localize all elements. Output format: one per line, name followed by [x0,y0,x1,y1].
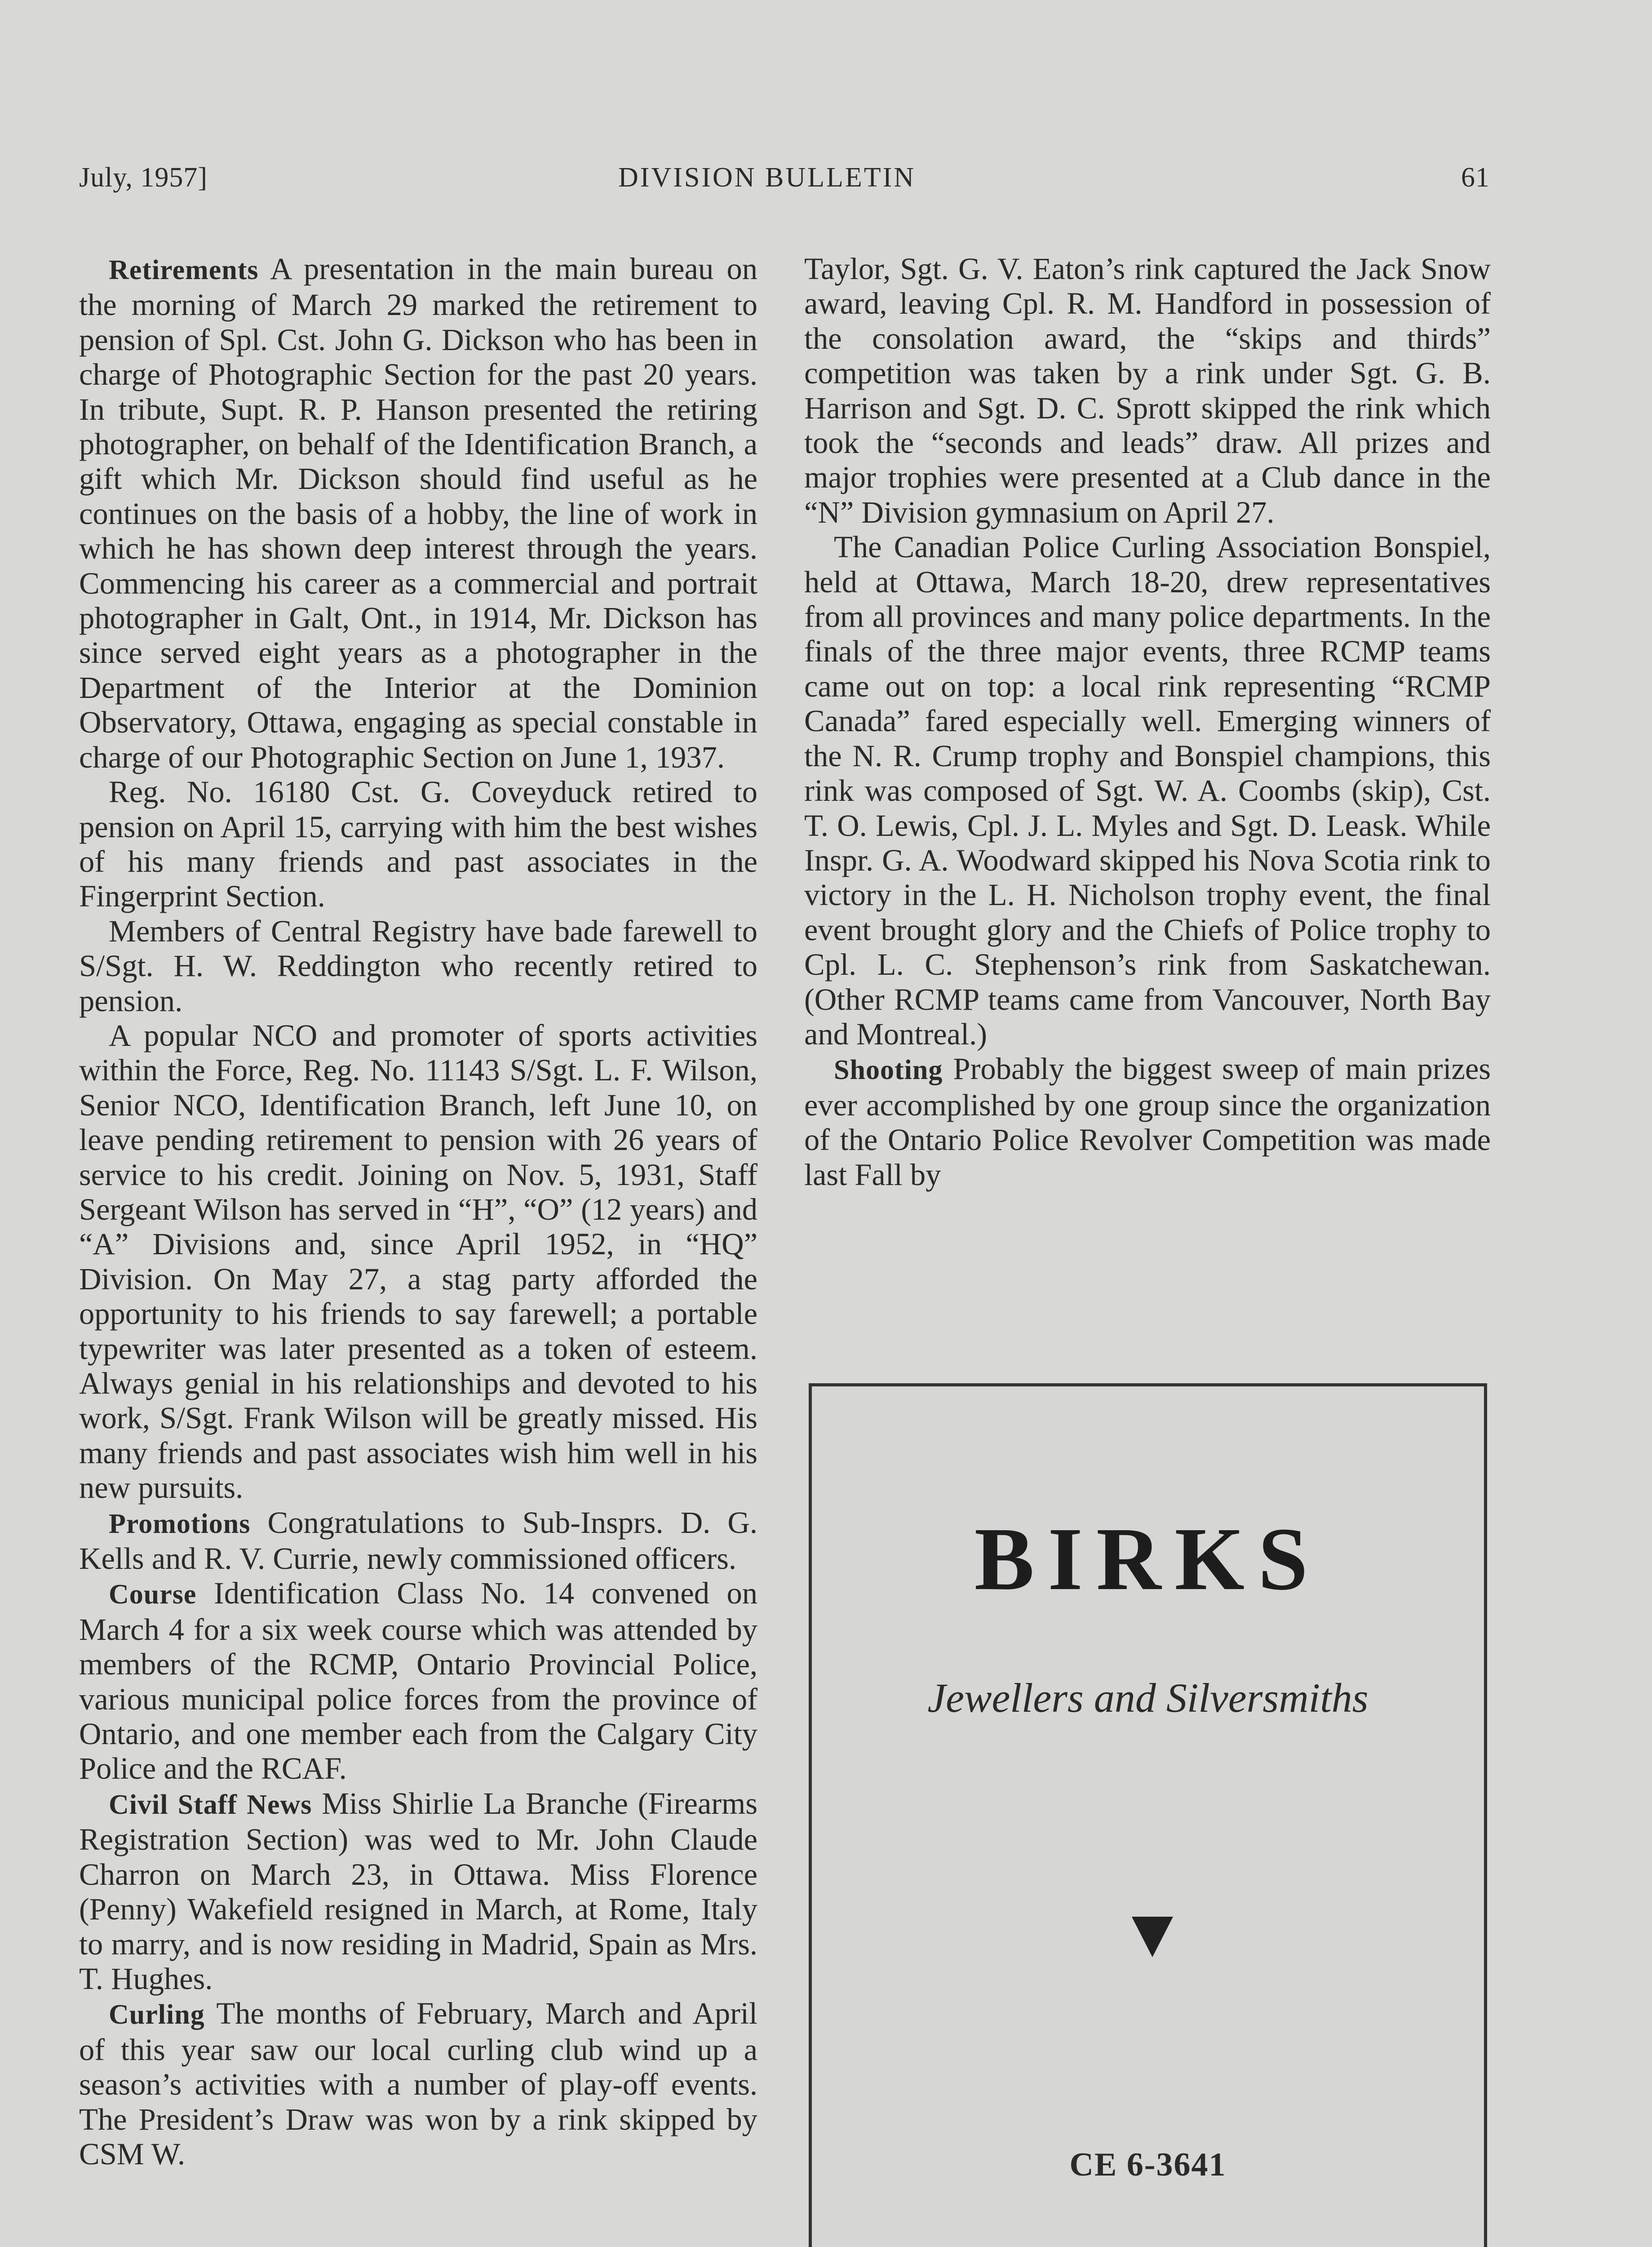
article-paragraph [79,914,757,1018]
article-paragraph [804,1052,1491,1192]
article-paragraph [79,1576,757,1786]
page-number: 61 [1461,162,1490,193]
section-heading: Civil Staff News [109,1789,312,1820]
paragraph-text: A presentation in the main bureau on the morning of March 29 marked the retirement to pension of Spl. Cst. John G. Dickson who has been in charge of Photographic Section for the past 20 years. In tribute, Supt. R. P. Hanson presented the retiring photographer, on behalf of the Identification Branch, a gift which Mr. Dickson should find useful as he continues on the basis of a hobby, the line of work in which he has shown deep interest through the years. Commencing his career as a commercial and portrait photographer in Galt, Ont., in 1914, Mr. Dickson has since served eight years as a photographer in the Department of the Interior at the Dominion Observatory, Ottawa, engaging as special constable in charge of our Photographic Section on June 1, 1937. [79,252,757,774]
left-column [79,252,757,2172]
paragraph-text: Congratulations to Sub-Insprs. D. G. Kells and R. V. Currie, newly commissioned officers. [79,1505,758,1576]
article-paragraph [79,1996,757,2172]
ad-phone: CE 6-3641 [1069,2146,1227,2183]
paragraph-text: Taylor, Sgt. G. V. Eaton’s rink captured the Jack Snow award, leaving Cpl. R. M. Handford in possession of the consolation award, the “skips and thirds” competition was taken by a rink under Sgt. G. B. Harrison and Sgt. D. C. Sprott skipped the rink which took the “seconds and leads” draw. All prizes and major trophies were presented at a Club dance in the “N” Division gymnasium on April 27. [804,252,1491,529]
paragraph-text: Reg. No. 16180 Cst. G. Coveyduck retired to pension on April 15, carrying with him the best wishes of his many friends and past associates in the Fingerprint Section. [79,775,757,914]
ad-brand: BIRKS [974,1510,1322,1609]
right-column [804,252,1491,1192]
ad-tagline: Jewellers and Silversmiths [927,1675,1369,1721]
paragraph-text: The months of February, March and April of this year saw our local curling club wind up a season’s activities with a number of play-off events. The President’s Draw was won by a rink skipped by CSM W. [79,1996,757,2171]
paragraph-text: Members of Central Registry have bade farewell to S/Sgt. H. W. Reddington who recently retired to pension. [79,914,757,1018]
paragraph-text: The Canadian Police Curling Association Bonspiel, held at Ottawa, March 18-20, drew representatives from all provinces and many police departments. In the finals of the three major events, three RCMP teams came out on top: a local rink representing “RCMP Canada” fared especially well. Emerging winners of the N. R. Crump trophy and Bonspiel champions, this rink was composed of Sgt. W. A. Coombs (skip), Cst. T. O. Lewis, Cpl. J. L. Myles and Sgt. D. Leask. While Inspr. G. A. Woodward skipped his Nova Scotia rink to victory in the L. H. Nicholson trophy event, the final event brought glory and the Chiefs of Police trophy to Cpl. L. C. Stephenson’s rink from Saskatchewan. (Other RCMP teams came from Vancouver, North Bay and Montreal.) [804,530,1491,1051]
article-paragraph [79,252,757,775]
paragraph-text: Identification Class No. 14 convened on March 4 for a six week course which was attended by members of the RCMP, Ontario Provincial Police, various municipal police forces from the province of Ontario, and one member each from the Calgary City Police and the RCAF. [79,1576,758,1786]
article-paragraph [804,530,1491,1052]
issue-date: July, 1957] [79,162,208,193]
article-paragraph [79,1505,757,1576]
paragraph-text: A popular NCO and promoter of sports activities within the Force, Reg. No. 11143 S/Sgt. L. F. Wilson, Senior NCO, Identification Branch, left June 10, on leave pending retirement to pension with 26 years of service to his credit. Joining on Nov. 5, 1931, Staff Sergeant Wilson has served in “H”, “O” (12 years) and “A” Divisions and, since April 1952, in “HQ” Division. On May 27, a stag party afforded the opportunity to his friends to say farewell; a portable typewriter was later presented as a token of esteem. Always genial in his relationships and devoted to his work, S/Sgt. Frank Wilson will be greatly missed. His many friends and past associates wish him well in his new pursuits. [79,1018,757,1505]
section-heading: Shooting [834,1055,943,1086]
article-paragraph [79,1786,757,1996]
triangle-icon [1132,1917,1173,1957]
article-paragraph [804,252,1491,530]
article-paragraph [79,1018,757,1505]
section-heading: Course [109,1579,197,1610]
paragraph-text: Probably the biggest sweep of main prizes ever accomplished by one group since the organization of the Ontario Police Revolver Competition was made last Fall by [804,1052,1491,1192]
section-heading: Curling [109,1999,205,2030]
section-heading: Promotions [109,1508,251,1539]
birks-advertisement [809,1383,1487,2247]
paragraph-text: Miss Shirlie La Branche (Firearms Registration Section) was wed to Mr. John Claude Charron on March 23, in Ottawa. Miss Florence (Penny) Wakefield resigned in March, at Rome, Italy to marry, and is now residing in Madrid, Spain as Mrs. T. Hughes. [79,1786,757,1996]
page-header [79,162,1490,211]
article-paragraph [79,775,757,914]
section-heading: Retirements [109,255,259,285]
publication-title: DIVISION BULLETIN [618,162,916,193]
